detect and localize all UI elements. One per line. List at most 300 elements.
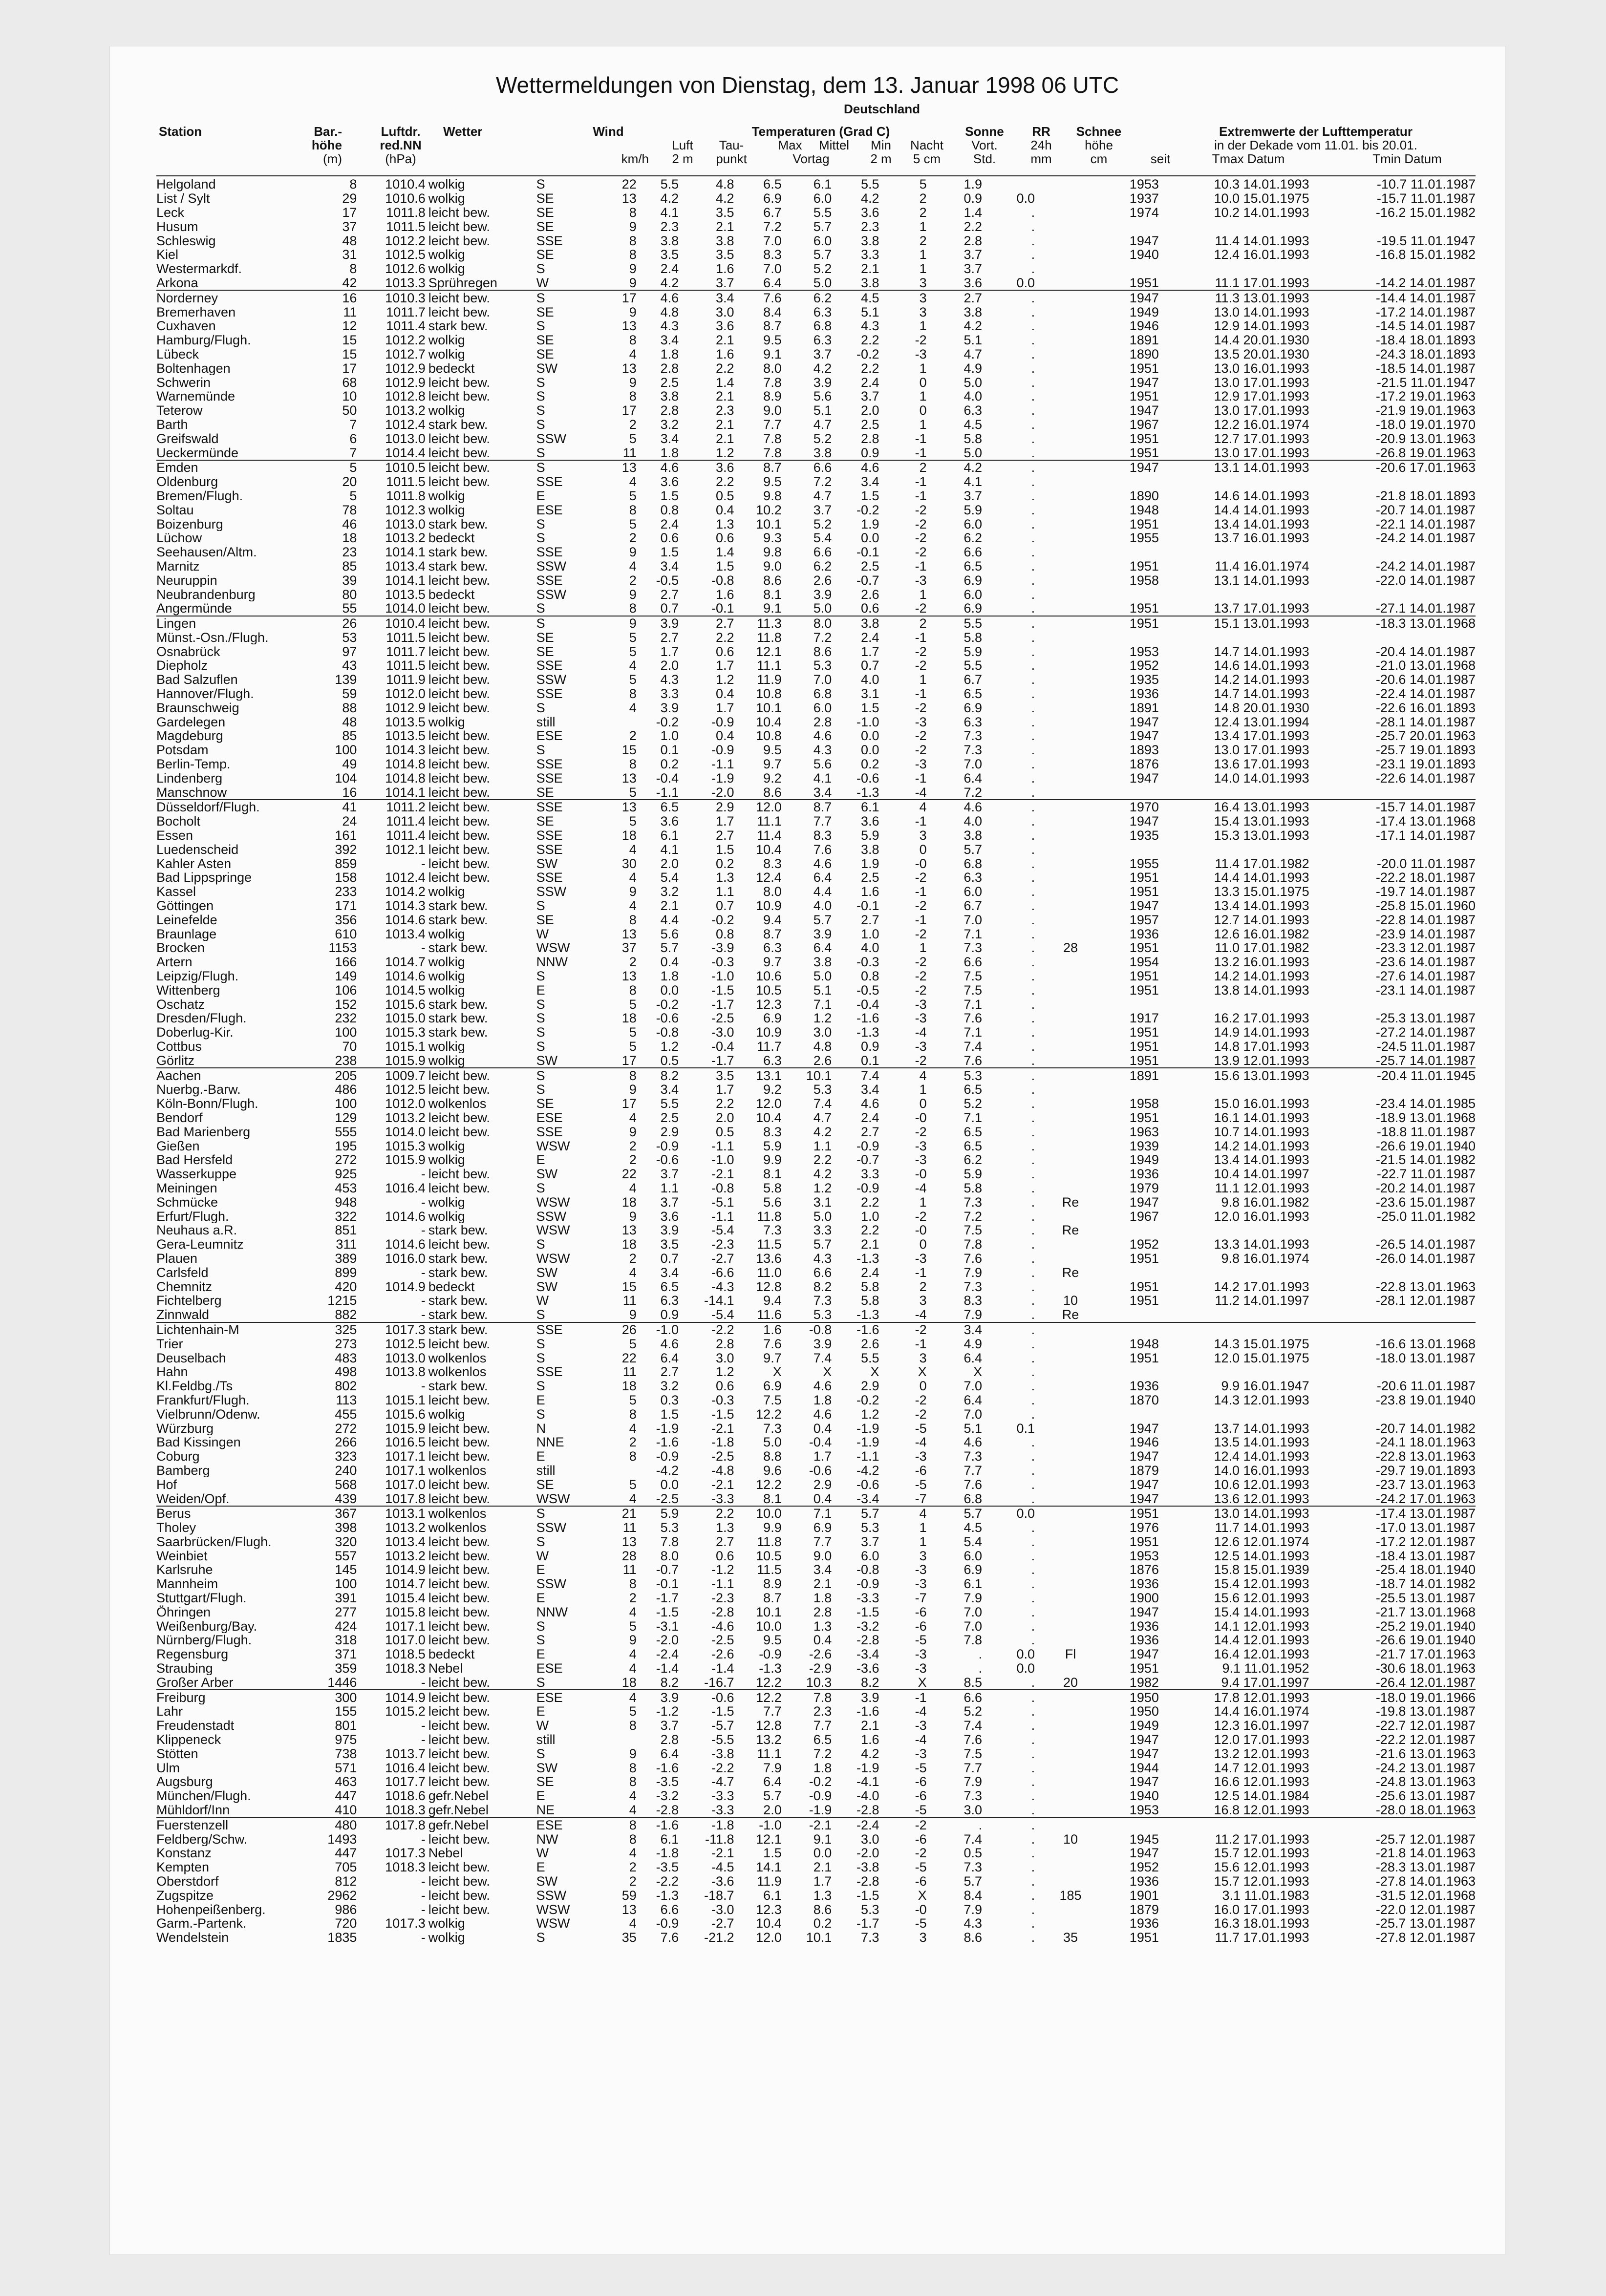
cell-tmax-datum: 12.2 16.01.1974 — [1214, 417, 1309, 432]
cell-wind-kmh: 4 — [629, 1803, 637, 1818]
cell-bar-hoehe: 392 — [335, 842, 357, 857]
cell-schneehoehe — [1035, 659, 1106, 673]
cell-niederschlag: . — [1031, 1167, 1035, 1181]
cell-luftdruck: 1011.8 — [386, 489, 426, 503]
cell-seit: 1936 — [1129, 686, 1159, 701]
cell-bar-hoehe: 42 — [342, 276, 357, 290]
table-row — [156, 1775, 1476, 1789]
cell-sonne: 6.8 — [964, 856, 983, 871]
cell-nacht-5cm: -1 — [915, 559, 927, 574]
cell-schneehoehe — [1035, 1167, 1106, 1181]
cell-wetter: leicht bew. — [428, 1761, 490, 1775]
cell-schneehoehe — [1035, 687, 1106, 701]
cell-wetter: stark bew. — [428, 559, 488, 574]
cell-taupunkt: 2.1 — [715, 417, 734, 432]
cell-tmax-datum — [1159, 997, 1309, 1011]
table-row — [156, 800, 1476, 814]
cell-schneehoehe — [1035, 871, 1106, 885]
cell-seit: 1976 — [1129, 1520, 1159, 1535]
cell-tmax-datum — [1159, 842, 1309, 856]
cell-tmax-datum: 11.7 14.01.1993 — [1215, 1520, 1309, 1535]
cell-niederschlag: . — [982, 1322, 1035, 1337]
cell-wind-richtung: NE — [536, 1803, 555, 1818]
cell-max-vortag: 11.8 — [757, 630, 782, 645]
cell-nacht-5cm: 2 — [919, 205, 927, 220]
cell-bar-hoehe: 43 — [342, 659, 357, 673]
cell-mittel-vortag: -0.2 — [809, 1775, 832, 1789]
cell-luftdruck: 1017.1 — [385, 1619, 426, 1634]
cell-max-vortag: 7.8 — [763, 446, 782, 460]
cell-schneehoehe — [1035, 503, 1106, 517]
cell-schneehoehe — [1035, 1053, 1106, 1068]
cell-station: Vielbrunn/Odenw. — [156, 1407, 260, 1422]
cell-wetter: leicht bew. — [428, 1237, 490, 1252]
cell-bar-hoehe: 88 — [342, 701, 357, 715]
cell-seit: 1935 — [1129, 672, 1159, 687]
cell-min-vortag: -0.2 — [856, 347, 879, 361]
cell-wind-richtung: SSW — [536, 672, 567, 687]
cell-luftdruck: - — [421, 941, 426, 955]
cell-luftdruck: 1013.4 — [385, 559, 426, 574]
cell-tmin-datum: -15.7 14.01.1987 — [1309, 800, 1476, 814]
cell-bar-hoehe: 85 — [342, 559, 357, 574]
cell-wetter: leicht bew. — [428, 446, 490, 460]
cell-station: Freiburg — [156, 1690, 309, 1704]
cell-tmin-datum — [1309, 785, 1476, 800]
cell-tmin-datum: -25.0 11.01.1982 — [1376, 1209, 1476, 1223]
cell-max-vortag: 7.0 — [763, 234, 782, 248]
header-wind: Wind — [593, 124, 624, 139]
cell-wind-kmh: 18 — [621, 1237, 637, 1252]
cell-seit: 1935 — [1129, 828, 1159, 843]
cell-schneehoehe — [1035, 631, 1106, 645]
table-row — [156, 446, 1476, 460]
table-row — [156, 913, 1476, 927]
cell-temp-luft: -4.2 — [656, 1463, 679, 1478]
cell-luftdruck: 1012.4 — [385, 871, 426, 885]
cell-sonne: 7.0 — [964, 757, 983, 771]
cell-mittel-vortag: 5.1 — [813, 983, 832, 998]
table-row — [156, 191, 1476, 206]
cell-bar-hoehe: 323 — [335, 1449, 357, 1464]
cell-sonne: 7.2 — [964, 1209, 983, 1223]
cell-luftdruck: 1012.2 — [385, 234, 426, 248]
cell-nacht-5cm: 4 — [879, 1506, 927, 1521]
cell-niederschlag: 0.0 — [982, 1506, 1035, 1521]
cell-tmax-datum: 16.8 12.01.1993 — [1214, 1803, 1309, 1818]
cell-wetter: wolkenlos — [428, 1520, 487, 1535]
cell-luftdruck: 1017.3 — [385, 1846, 426, 1860]
cell-nacht-5cm: 0 — [919, 1096, 927, 1111]
cell-niederschlag: . — [1031, 531, 1035, 545]
cell-min-vortag: 2.5 — [860, 417, 879, 432]
cell-max-vortag: 10.1 — [756, 1605, 782, 1619]
cell-seit: 1958 — [1129, 1096, 1159, 1111]
cell-wetter: stark bew. — [428, 913, 488, 927]
cell-schneehoehe — [1035, 1704, 1106, 1719]
cell-min-vortag: 5.1 — [860, 305, 879, 319]
cell-temp-luft: 0.3 — [660, 1393, 679, 1407]
header-wetter: Wetter — [443, 124, 483, 139]
cell-mittel-vortag: 5.0 — [813, 969, 832, 983]
cell-wind-kmh: 13 — [600, 460, 637, 475]
cell-tmin-datum: -23.3 12.01.1987 — [1375, 941, 1476, 955]
cell-tmax-datum — [1159, 475, 1309, 489]
cell-temp-luft: -3.5 — [656, 1775, 679, 1789]
cell-wind-richtung: SSE — [536, 800, 600, 814]
cell-bar-hoehe: 925 — [335, 1167, 357, 1181]
cell-wind-kmh: 35 — [621, 1930, 637, 1945]
cell-min-vortag: -1.9 — [856, 1421, 879, 1435]
table-row — [156, 1733, 1476, 1747]
cell-tmin-datum — [1309, 1322, 1476, 1337]
cell-schneehoehe — [1035, 276, 1106, 291]
table-row — [156, 1874, 1476, 1889]
cell-schneehoehe — [1035, 191, 1106, 206]
cell-wetter: leicht bew. — [428, 686, 490, 701]
cell-min-vortag: -2.0 — [856, 1846, 879, 1860]
cell-sonne: 6.3 — [964, 715, 983, 729]
cell-niederschlag: 0.0 — [1016, 191, 1035, 206]
cell-nacht-5cm: 1 — [919, 941, 927, 955]
cell-temp-luft: 3.2 — [660, 1379, 679, 1393]
cell-seit — [1106, 631, 1159, 645]
cell-seit: 1947 — [1129, 1491, 1159, 1506]
cell-max-vortag: 6.9 — [763, 1011, 782, 1025]
cell-mittel-vortag: -0.9 — [809, 1788, 832, 1803]
cell-mittel-vortag: 5.2 — [813, 431, 832, 446]
cell-bar-hoehe: 356 — [335, 913, 357, 927]
cell-luftdruck: 1015.8 — [385, 1605, 426, 1619]
cell-tmax-datum: 15.7 12.01.1993 — [1214, 1874, 1309, 1889]
cell-seit: 1936 — [1129, 1167, 1159, 1181]
cell-tmin-datum: -21.8 18.01.1893 — [1375, 489, 1476, 503]
cell-tmin-datum: -24.1 18.01.1963 — [1375, 1435, 1476, 1449]
cell-sonne: 5.7 — [927, 1506, 982, 1521]
cell-wind-richtung: SE — [536, 1477, 554, 1492]
cell-bar-hoehe: 155 — [335, 1704, 357, 1719]
cell-tmin-datum: -18.0 19.01.1966 — [1309, 1690, 1476, 1704]
cell-seit: 1951 — [1129, 276, 1159, 290]
cell-bar-hoehe: 986 — [335, 1902, 357, 1917]
cell-niederschlag: . — [1031, 489, 1035, 503]
cell-niederschlag: . — [1031, 871, 1035, 885]
cell-wind-kmh: 9 — [629, 1746, 637, 1761]
cell-temp-luft: 6.1 — [660, 1832, 679, 1847]
cell-seit: 1947 — [1129, 1732, 1159, 1747]
cell-luftdruck: 1018.5 — [385, 1647, 426, 1661]
cell-max-vortag: 11.7 — [757, 1039, 782, 1054]
cell-station: Magdeburg — [156, 729, 223, 743]
cell-min-vortag: -0.9 — [856, 1139, 879, 1153]
cell-wind-richtung: WSW — [536, 941, 570, 955]
table-row — [156, 1337, 1476, 1351]
cell-schneehoehe — [1035, 319, 1106, 333]
cell-wind-kmh: 4 — [629, 347, 637, 361]
cell-bar-hoehe: 483 — [335, 1351, 357, 1365]
cell-tmax-datum: 13.0 17.01.1993 — [1214, 446, 1309, 460]
cell-wind-richtung: S — [536, 460, 600, 475]
table-row — [156, 1577, 1476, 1591]
cell-wetter: wolkig — [428, 969, 465, 983]
cell-tmin-datum: -25.8 15.01.1960 — [1375, 898, 1476, 913]
cell-tmax-datum: 12.7 17.01.1993 — [1214, 431, 1309, 446]
cell-mittel-vortag: -0.8 — [782, 1322, 832, 1337]
cell-tmin-datum: -17.0 13.01.1987 — [1375, 1520, 1476, 1535]
table-row — [156, 1846, 1476, 1860]
cell-schneehoehe — [1035, 1237, 1106, 1252]
cell-wind-richtung: S — [536, 1025, 545, 1040]
cell-sonne: 7.0 — [964, 913, 983, 927]
cell-nacht-5cm: -0 — [915, 1110, 927, 1125]
cell-seit: 1936 — [1129, 1576, 1159, 1591]
cell-schneehoehe — [1035, 885, 1106, 899]
cell-max-vortag: 9.0 — [763, 403, 782, 418]
cell-min-vortag: 3.6 — [860, 814, 879, 829]
cell-wetter: wolkenlos — [426, 1506, 536, 1521]
cell-station: Kl.Feldbg./Ts — [156, 1379, 233, 1393]
cell-temp-luft: 7.6 — [660, 1930, 679, 1945]
cell-niederschlag: . — [1031, 1675, 1035, 1690]
cell-max-vortag: 8.3 — [763, 856, 782, 871]
cell-schneehoehe — [1035, 729, 1106, 743]
cell-tmin-datum: -22.6 16.01.1893 — [1375, 701, 1476, 715]
cell-station: Hannover/Flugh. — [156, 686, 254, 701]
cell-niederschlag: . — [1031, 828, 1035, 843]
cell-nacht-5cm: -2 — [915, 743, 927, 757]
cell-max-vortag: 6.4 — [763, 1775, 782, 1789]
cell-luftdruck: 1013.0 — [385, 1351, 426, 1365]
cell-tmin-datum — [1309, 1083, 1476, 1097]
table-row — [156, 431, 1476, 446]
cell-wind-kmh: 4 — [629, 474, 637, 489]
cell-nacht-5cm: 2 — [919, 234, 927, 248]
cell-wind-kmh: 8 — [629, 333, 637, 347]
cell-seit: 1870 — [1129, 1393, 1159, 1407]
cell-wetter: wolkig — [428, 191, 465, 206]
cell-mittel-vortag: 7.7 — [813, 814, 832, 829]
cell-mittel-vortag: 3.9 — [813, 375, 832, 389]
cell-seit: 1947 — [1106, 290, 1159, 305]
cell-nacht-5cm: -6 — [915, 1619, 927, 1634]
cell-seit: 1951 — [1129, 1025, 1159, 1040]
cell-tmin-datum: -25.2 19.01.1940 — [1375, 1619, 1476, 1634]
cell-seit: 1951 — [1129, 559, 1159, 574]
cell-tmin-datum: -21.7 17.01.1963 — [1375, 1647, 1476, 1661]
table-row — [156, 1053, 1476, 1068]
cell-wind-richtung: S — [536, 1407, 545, 1422]
cell-max-vortag: 10.8 — [756, 686, 782, 701]
cell-tmax-datum: 11.4 14.01.1993 — [1215, 234, 1309, 248]
cell-tmin-datum — [1309, 1223, 1476, 1237]
cell-schneehoehe — [1035, 829, 1106, 843]
cell-sonne: 4.7 — [964, 347, 983, 361]
cell-station: Bad Marienberg — [156, 1125, 251, 1139]
cell-tmax-datum: 14.7 14.01.1993 — [1214, 686, 1309, 701]
cell-sonne: 7.6 — [964, 1251, 983, 1266]
cell-luftdruck: 1012.1 — [385, 842, 426, 857]
cell-min-vortag: 3.7 — [860, 1534, 879, 1549]
table-row — [156, 1237, 1476, 1252]
cell-schneehoehe — [1035, 177, 1106, 191]
cell-station: Braunschweig — [156, 701, 239, 715]
cell-schneehoehe — [1035, 290, 1106, 305]
cell-wind-kmh: 4 — [629, 1647, 637, 1661]
cell-min-vortag: 0.2 — [860, 757, 879, 771]
cell-sonne: 7.7 — [964, 1463, 983, 1478]
cell-niederschlag: . — [1031, 927, 1035, 941]
cell-temp-luft: 5.6 — [660, 927, 679, 941]
cell-tmax-datum: 15.7 12.01.1993 — [1214, 1846, 1309, 1860]
cell-sonne: 6.5 — [964, 1083, 983, 1097]
cell-wetter: leicht bew. — [428, 305, 490, 319]
cell-min-vortag: 2.4 — [860, 630, 879, 645]
cell-nacht-5cm: 3 — [919, 305, 927, 319]
cell-taupunkt: 2.7 — [715, 828, 734, 843]
cell-niederschlag: . — [1031, 1803, 1035, 1818]
cell-taupunkt: 0.6 — [715, 1549, 734, 1563]
cell-mittel-vortag: 4.1 — [813, 771, 832, 786]
cell-wetter: bedeckt — [428, 587, 475, 601]
cell-wind-kmh: 9 — [629, 219, 637, 234]
cell-tmin-datum: -22.0 14.01.1987 — [1375, 573, 1476, 588]
cell-bar-hoehe: 205 — [309, 1068, 357, 1083]
cell-bar-hoehe: 610 — [335, 927, 357, 941]
cell-wind-richtung: SSW — [536, 884, 567, 899]
cell-mittel-vortag: 5.3 — [813, 1083, 832, 1097]
cell-niederschlag: . — [982, 290, 1035, 305]
cell-max-vortag: 5.7 — [763, 1788, 782, 1803]
cell-wind-richtung: SE — [536, 191, 554, 206]
cell-min-vortag: 4.6 — [860, 1096, 879, 1111]
table-row — [156, 757, 1476, 771]
cell-wind-kmh: 5 — [629, 672, 637, 687]
cell-temp-luft: 1.8 — [660, 969, 679, 983]
cell-max-vortag: 9.8 — [763, 545, 782, 559]
cell-sonne: 5.0 — [964, 446, 983, 460]
cell-nacht-5cm: 2 — [919, 1279, 927, 1294]
cell-wind-kmh: 5 — [629, 630, 637, 645]
cell-temp-luft: 4.6 — [637, 290, 679, 305]
cell-wetter: leicht bew. — [428, 573, 490, 588]
cell-max-vortag: 11.3 — [734, 616, 782, 631]
cell-taupunkt: -0.8 — [711, 573, 734, 588]
cell-wind-kmh: 18 — [621, 1379, 637, 1393]
cell-bar-hoehe: 152 — [335, 997, 357, 1012]
cell-nacht-5cm: -2 — [915, 333, 927, 347]
table-row — [156, 687, 1476, 701]
cell-niederschlag: . — [982, 616, 1035, 631]
cell-nacht-5cm: 1 — [919, 389, 927, 404]
cell-niederschlag: . — [1031, 856, 1035, 871]
cell-nacht-5cm: -3 — [915, 1039, 927, 1054]
cell-tmin-datum — [1309, 842, 1476, 856]
cell-mittel-vortag: 4.2 — [813, 1167, 832, 1181]
cell-luftdruck: 1014.1 — [385, 785, 426, 800]
cell-tmin-datum: -18.7 14.01.1982 — [1375, 1576, 1476, 1591]
table-row — [156, 1506, 1476, 1521]
cell-max-vortag: 9.5 — [763, 743, 782, 757]
header-tmin-datum: Tmin Datum — [1372, 151, 1442, 166]
cell-niederschlag: . — [1031, 659, 1035, 673]
cell-luftdruck: 1011.2 — [357, 800, 425, 814]
cell-niederschlag: . — [1031, 333, 1035, 347]
cell-nacht-5cm: -1 — [915, 771, 927, 786]
cell-mittel-vortag: 3.7 — [813, 503, 832, 517]
cell-station: Leipzig/Flugh. — [156, 969, 239, 983]
cell-wind-kmh: 13 — [621, 1223, 637, 1237]
cell-schneehoehe: Re — [1062, 1195, 1079, 1210]
cell-min-vortag: 0.6 — [860, 601, 879, 616]
cell-taupunkt: -1.0 — [711, 969, 734, 983]
cell-tmin-datum: -24.2 17.01.1963 — [1375, 1491, 1476, 1506]
cell-schneehoehe — [1035, 1279, 1106, 1294]
cell-seit: 1947 — [1129, 814, 1159, 829]
cell-wetter: leicht bew. — [428, 856, 490, 871]
cell-max-vortag: 12.1 — [756, 1832, 782, 1847]
table-row — [156, 347, 1476, 361]
cell-min-vortag: -0.9 — [856, 1576, 879, 1591]
cell-sonne: 4.0 — [964, 814, 983, 829]
cell-temp-luft: 4.8 — [660, 305, 679, 319]
cell-max-vortag: 6.9 — [763, 191, 782, 206]
cell-wind-kmh: 13 — [621, 927, 637, 941]
cell-seit: 1950 — [1106, 1690, 1159, 1704]
cell-schneehoehe — [1035, 1619, 1106, 1633]
cell-wetter: stark bew. — [428, 417, 488, 432]
cell-station: Lichtenhain-M — [156, 1322, 309, 1337]
cell-niederschlag: . — [1031, 1364, 1035, 1379]
cell-bar-hoehe: 5 — [309, 460, 357, 475]
cell-tmax-datum: 13.6 12.01.1993 — [1214, 1491, 1309, 1506]
cell-seit: 1940 — [1129, 247, 1159, 262]
cell-wetter: leicht bew. — [428, 672, 490, 687]
cell-temp-luft: 4.3 — [660, 672, 679, 687]
cell-niederschlag: . — [1031, 630, 1035, 645]
cell-tmax-datum: 12.7 14.01.1993 — [1214, 913, 1309, 927]
header-vortag: Vortag — [792, 151, 830, 166]
cell-wind-kmh: 4 — [629, 1605, 637, 1619]
cell-station: Deuselbach — [156, 1351, 226, 1365]
cell-nacht-5cm: -1 — [915, 686, 927, 701]
cell-max-vortag: 10.4 — [756, 1110, 782, 1125]
cell-temp-luft: -1.0 — [637, 1322, 679, 1337]
cell-schneehoehe — [1035, 1365, 1106, 1379]
cell-seit: 1951 — [1129, 361, 1159, 376]
cell-max-vortag: 12.8 — [756, 1279, 782, 1294]
cell-wetter: leicht bew. — [428, 1421, 490, 1435]
cell-luftdruck: 1014.8 — [385, 771, 426, 786]
cell-temp-luft: 2.1 — [660, 898, 679, 913]
cell-wetter: leicht bew. — [428, 234, 490, 248]
cell-station: Oschatz — [156, 997, 205, 1012]
cell-taupunkt: -5.5 — [711, 1732, 734, 1747]
cell-min-vortag: 4.0 — [860, 672, 879, 687]
cell-sonne: 3.7 — [964, 261, 983, 276]
cell-nacht-5cm: -2 — [915, 955, 927, 969]
cell-luftdruck: 1013.4 — [385, 927, 426, 941]
cell-schneehoehe — [1035, 234, 1106, 248]
cell-sonne: 7.9 — [964, 1591, 983, 1605]
cell-station: Warnemünde — [156, 389, 236, 404]
cell-wind-kmh: 13 — [621, 319, 637, 333]
cell-tmax-datum: 15.4 12.01.1993 — [1214, 1576, 1309, 1591]
cell-station: Manschnow — [156, 785, 227, 800]
cell-seit — [1106, 1223, 1159, 1237]
cell-station: Diepholz — [156, 659, 208, 673]
cell-tmin-datum: -18.8 11.01.1987 — [1376, 1125, 1476, 1139]
cell-min-vortag: -2.8 — [856, 1633, 879, 1647]
